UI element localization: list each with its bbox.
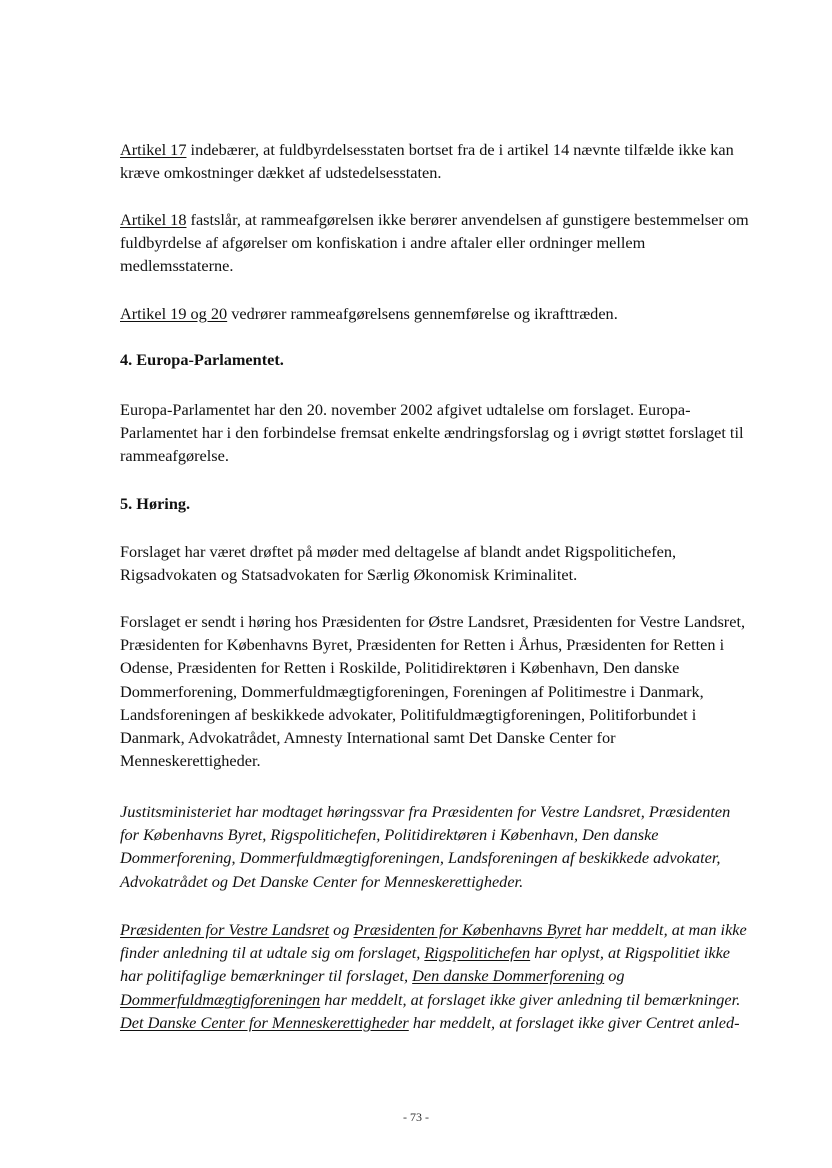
paragraph-article-18 <box>120 208 750 278</box>
heading-horing: 5. Høring. <box>120 494 191 513</box>
statement-text-5: har meddelt, at forslaget ikke giver anledning til bemærkninger. <box>320 989 741 1009</box>
article-18-text: fastslår, at rammeafgørelsen ikke berører anvendelsen af gunstigere bestemmelser om fuldbyrdelse af afgørelser om konfiskation i andre aftaler eller ordninger mellem medlemsstaterne. <box>120 210 749 276</box>
statement-rigspolitichefen: Rigspolitichefen <box>424 943 531 963</box>
statement-text-2: har meddelt, at man ikke finder anledning til at udtale sig om forslaget, <box>120 920 747 963</box>
article-19-20-text: vedrører rammeafgørelsens gennemførelse og ikrafttræden. <box>227 304 618 323</box>
paragraph-hearing-list: Forslaget er sendt i høring hos Præsidenten for Østre Landsret, Præsidenten for Vestre Landsret, Præsidenten for Københavns Byret, Præsidenten for Retten i Århus, Præsidenten for Retten i Odense, Præsidenten for Retten i Roskilde, Politidirektøren i København, Den danske Dommerforening, Dommerfuldmægtigforeningen, Foreningen af Politimestre i Danmark, Landsforeningen af beskikkede advokater, Politifuldmægtigforeningen, Politiforbundet i Danmark, Advokatrådet, Amnesty International samt Det Danske Center for Menneskerettigheder. <box>120 612 746 771</box>
statement-text-3: har oplyst, at Rigspolitiet ikke har politifaglige bemærkninger til forslaget, <box>120 943 731 986</box>
article-17-reference: Artikel 17 <box>120 140 187 159</box>
statement-text-4: og <box>604 966 625 986</box>
article-17-text: indebærer, at fuldbyrdelsesstaten bortset fra de i artikel 14 nævnte tilfælde ikke kan kræve omkostninger dækket af udstedelsesstaten. <box>120 140 734 183</box>
article-18-reference: Artikel 18 <box>120 210 187 229</box>
article-19-20-reference: Artikel 19 og 20 <box>120 304 228 323</box>
paragraph-article-17 <box>120 138 750 184</box>
statement-menneskerettigheder: Det Danske Center for Menneskerettigheder <box>120 1012 409 1032</box>
statement-text-6: har meddelt, at forslaget ikke giver Centret anled- <box>408 1012 740 1032</box>
heading-europa-parlamentet: 4. Europa-Parlamentet. <box>120 350 284 369</box>
paragraph-europa-parlamentet: Europa-Parlamentet har den 20. november 2002 afgivet udtalelse om forslaget. Europa-Parlamentet har i den forbindelse fremsat enkelte ændringsforslag og i øvrigt støttet forslaget til rammeafgørelse. <box>120 400 744 466</box>
statement-dommerfuldmaegtigforeningen: Dommerfuldmægtigforeningen <box>120 989 321 1009</box>
paragraph-article-19-20 <box>120 302 750 325</box>
paragraph-hearing-statements <box>120 918 750 1034</box>
paragraph-hearing-responses: Justitsministeriet har modtaget høringssvar fra Præsidenten for Vestre Landsret, Præsidenten for Københavns Byret, Rigspolitichefen, Politidirektøren i København, Den danske Dommerforening, Dommerfuldmægtigforeningen, Landsforeningen af beskikkede advokater, Advokatrådet og Det Danske Center for Menneskerettigheder. <box>120 802 731 891</box>
statement-dommerforening: Den danske Dommerforening <box>412 966 605 986</box>
statement-vestre-landsret: Præsidenten for Vestre Landsret <box>120 920 330 939</box>
page-number: - 73 - <box>403 1110 429 1124</box>
statement-koebenhavns-byret: Præsidenten for Københavns Byret <box>353 920 582 939</box>
statement-text-1: og <box>329 920 354 939</box>
paragraph-hearing-meetings: Forslaget har været drøftet på møder med deltagelse af blandt andet Rigspolitichefen, Rigsadvokaten og Statsadvokaten for Særlig Økonomisk Kriminalitet. <box>120 542 677 585</box>
